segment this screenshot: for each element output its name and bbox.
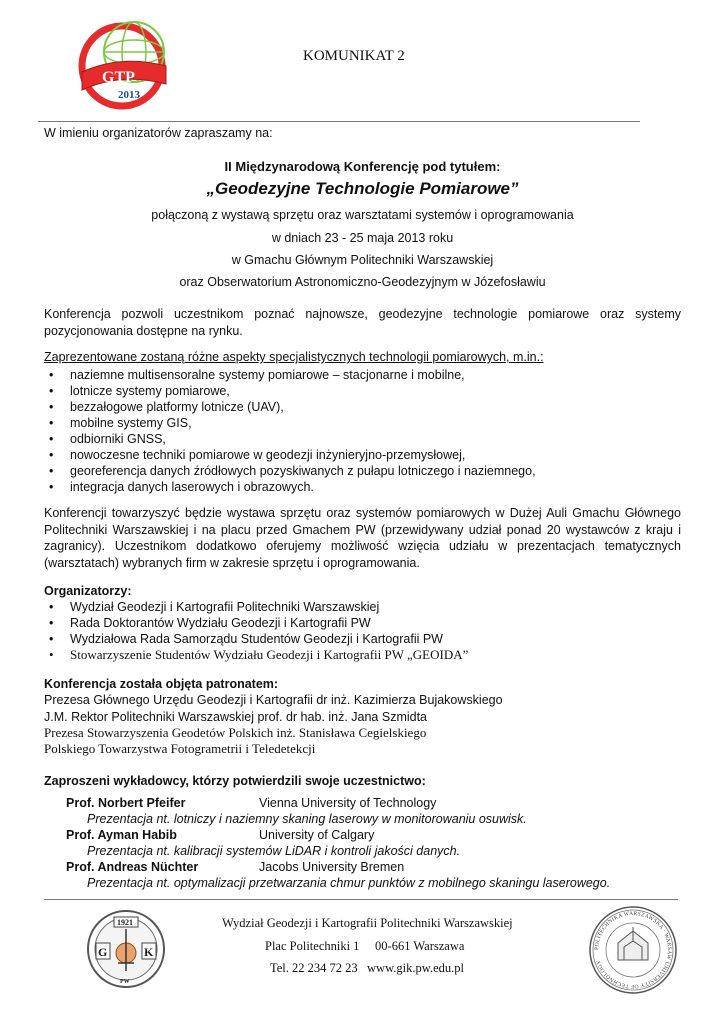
conference-date: w dniach 23 - 25 maja 2013 roku — [271, 231, 454, 245]
list-item: • Stowarzyszenie Studentów Wydziału Geodezji i Kartografii PW „GEOIDA” — [44, 647, 684, 663]
svg-text:2013: 2013 — [118, 89, 140, 101]
svg-text:PW: PW — [120, 979, 130, 985]
paragraph-exhibition: Konferencji towarzyszyć będzie wystawa sprzętu oraz systemów pomiarowych w Dużej Auli Gmachu Głównego Politechniki Warszawskiej i na placu przed Gmachem PW (przewidywany udział ponad 20 wystawców z kraju i zagranicy). Uczestnikom dodatkowo oferujemy możliwość wzięcia udziału w prezentacjach tematycznych (warsztatach) wybranych firm w zakresie sprzętu i oprogramowania. — [44, 506, 681, 570]
gtp-logo — [74, 14, 174, 114]
lecturer-talk: Prezentacja nt. kalibracji systemów LiDAR i kontroli jakości danych. — [87, 844, 461, 858]
list-item: • georeferencja danych źródłowych pozyskiwanych z pułapu lotniczego i naziemnego, — [44, 463, 684, 479]
lecturer-name: Prof. Ayman Habib — [66, 828, 177, 842]
conference-name: „Geodezyjne Technologie Pomiarowe” — [206, 179, 519, 198]
svg-text:1921: 1921 — [117, 918, 133, 927]
patronage-line: Prezesa Głównego Urzędu Geodezji i Kartografii dr inż. Kazimierza Bujakowskiego — [44, 693, 503, 707]
svg-text:POLITECHNIKA WARSZAWSKA · WARS: POLITECHNIKA WARSZAWSKA · WARSAW UNIVERSITY OF TECHNOLOGY — [593, 910, 673, 990]
list-item: • Wydział Geodezji i Kartografii Politechniki Warszawskiej — [44, 599, 684, 615]
conference-heading: II Międzynarodową Konferencję pod tytułem: — [224, 159, 501, 174]
aspects-heading: Zaprezentowane zostaną różne aspekty specjalistycznych technologii pomiarowych, m.in.: — [44, 350, 544, 364]
patronage-line: J.M. Rektor Politechniki Warszawskiej prof. dr hab. inż. Jana Szmidta — [44, 710, 428, 724]
university-seal — [588, 905, 678, 995]
svg-text:GTP: GTP — [102, 69, 135, 86]
patronage-heading: Konferencja została objęta patronatem: — [44, 677, 279, 691]
lecturer-university: Jacobs University Bremen — [259, 860, 405, 874]
lecturer-talk: Prezentacja nt. lotniczy i naziemny skaning laserowy w monitorowaniu osuwisk. — [87, 812, 527, 826]
paragraph-intro: Konferencja pozwoli uczestnikom poznać najnowsze, geodezyjne technologie pomiarowe oraz systemy pozycjonowania dostępne na rynku. — [44, 307, 681, 338]
list-item: • nowoczesne techniki pomiarowe w geodezji inżynieryjno-przemysłowej, — [44, 447, 684, 463]
list-item: • Rada Doktorantów Wydziału Geodezji i Kartografii PW — [44, 615, 684, 631]
list-item: • Wydziałowa Rada Samorządu Studentów Geodezji i Kartografii PW — [44, 631, 684, 647]
lecturers-heading: Zaproszeni wykładowcy, którzy potwierdzili swoje uczestnictwo: — [44, 774, 426, 788]
faculty-logo — [84, 909, 168, 989]
list-item: • odbiorniki GNSS, — [44, 431, 684, 447]
organizers-list — [44, 599, 684, 663]
footer-address: Plac Politechniki 1 00-661 Warszawa — [265, 939, 465, 953]
patronage-line: Prezesa Stowarzyszenia Geodetów Polskich inż. Stanisława Cegielskiego — [44, 725, 427, 740]
intro-text: W imieniu organizatorów zapraszamy na: — [44, 126, 273, 140]
conference-line: połączoną z wystawą sprzętu oraz warsztatami systemów i oprogramowania — [151, 208, 574, 222]
lecturer-university: University of Calgary — [259, 828, 375, 842]
footer-contact: Tel. 22 234 72 23 www.gik.pw.edu.pl — [270, 961, 465, 975]
header-divider — [38, 121, 640, 122]
conference-venue-2: oraz Obserwatorium Astronomiczno-Geodezyjnym w Józefosławiu — [179, 275, 546, 289]
list-item: • mobilne systemy GIS, — [44, 415, 684, 431]
conference-venue: w Gmachu Głównym Politechniki Warszawskiej — [231, 253, 494, 267]
footer-divider — [44, 899, 678, 900]
lecturer-name: Prof. Norbert Pfeifer — [66, 796, 186, 810]
document-title: KOMUNIKAT 2 — [303, 48, 405, 64]
svg-text:K: K — [144, 945, 154, 959]
svg-text:G: G — [98, 945, 108, 959]
lecturer-university: Vienna University of Technology — [259, 796, 437, 810]
list-item: • integracja danych laserowych i obrazowych. — [44, 479, 684, 495]
list-item: • bezzałogowe platformy lotnicze (UAV), — [44, 399, 684, 415]
patronage-line: Polskiego Towarzystwa Fotogrametrii i Teledetekcji — [44, 741, 316, 756]
aspects-list — [44, 367, 684, 495]
footer-faculty: Wydział Geodezji i Kartografii Politechniki Warszawskiej — [222, 916, 513, 930]
organizers-heading: Organizatorzy: — [44, 584, 132, 598]
lecturer-talk: Prezentacja nt. optymalizacji przetwarzania chmur punktów z mobilnego skaningu laserowego. — [87, 876, 611, 890]
list-item: • naziemne multisensoralne systemy pomiarowe – stacjonarne i mobilne, — [44, 367, 684, 383]
lecturer-name: Prof. Andreas Nüchter — [66, 860, 199, 874]
list-item: • lotnicze systemy pomiarowe, — [44, 383, 684, 399]
